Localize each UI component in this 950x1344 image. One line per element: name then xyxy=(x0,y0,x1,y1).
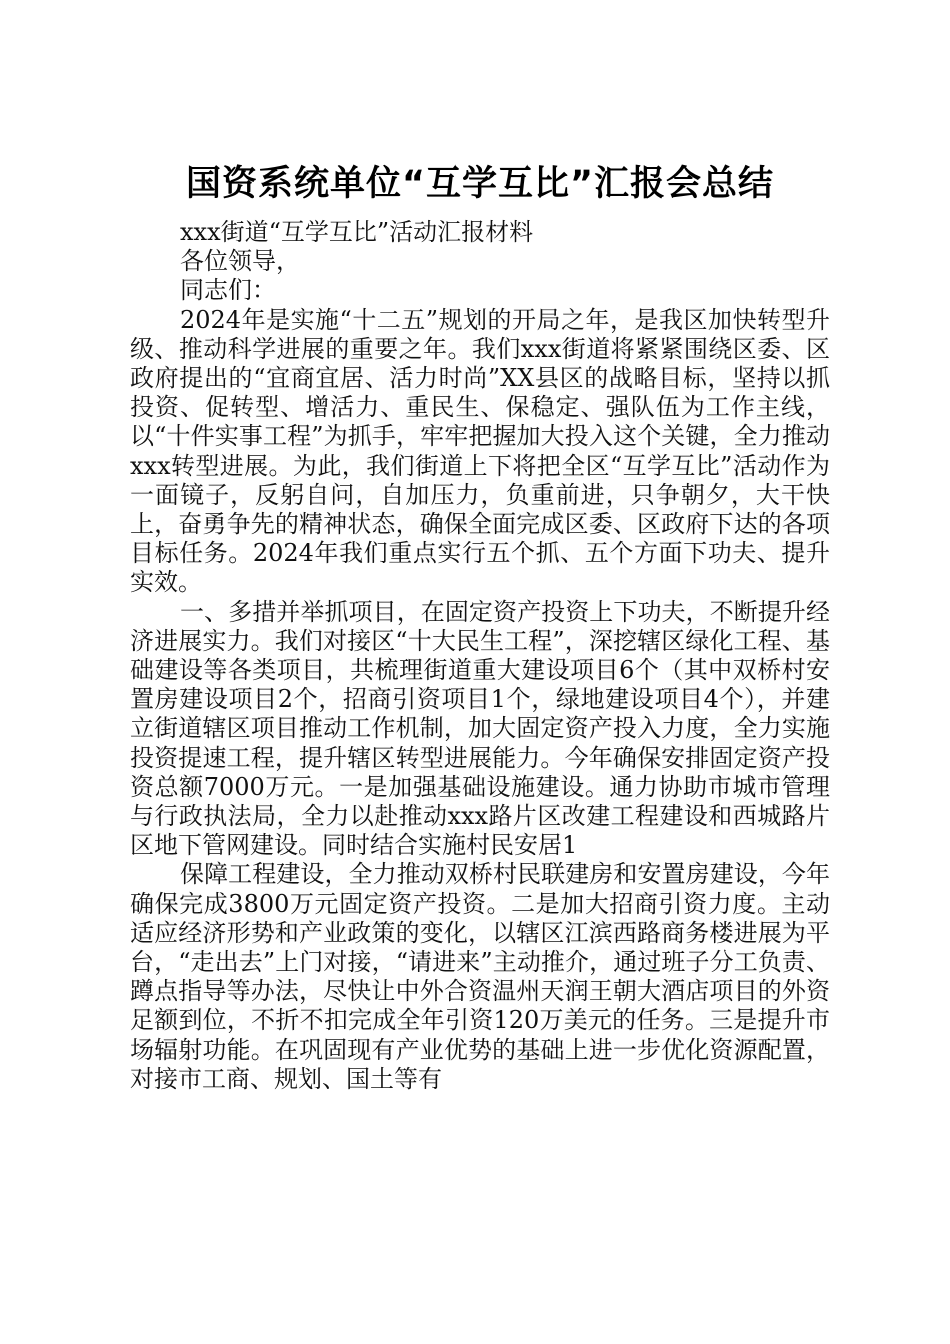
paragraph-projects: 一、多措并举抓项目，在固定资产投资上下功夫，不断提升经济进展实力。我们对接区“十大民生工程”，深挖辖区绿化工程、基础建设等各类项目，共梳理街道重大建设项目6个（其中双桥村安置房建设项目2个，招商引资项目1个，绿地建设项目4个），并建立街道辖区项目推动工作机制，加大固定资产投入力度，全力实施投资提速工程，提升辖区转型进展能力。今年确保安排固定资产投资总额7000万元。一是加强基础设施建设。通力协助市城市管理与行政执法局，全力以赴推动xxx路片区改建工程建设和西城路片区地下管网建设。同时结合实施村民安居1 xyxy=(130,597,830,860)
paragraph-intro: 2024年是实施“十二五”规划的开局之年，是我区加快转型升级、推动科学进展的重要之年。我们xxx街道将紧紧围绕区委、区政府提出的“宜商宜居、活力时尚”XX县区的战略目标，坚持以抓投资、促转型、增活力、重民生、保稳定、强队伍为工作主线，以“十件实事工程”为抓手，牢牢把握加大投入这个关键，全力推动xxx转型进展。为此，我们街道上下将把全区“互学互比”活动作为一面镜子，反躬自问，自加压力，负重前进，只争朝夕，大干快上，奋勇争先的精神状态，确保全面完成区委、区政府下达的各项目标任务。2024年我们重点实行五个抓、五个方面下功夫、提升实效。 xyxy=(130,305,830,597)
document-subtitle: xxx街道“互学互比”活动汇报材料 xyxy=(180,218,534,246)
salutation-leaders: 各位领导， xyxy=(180,247,300,276)
document-title: 国资系统单位“互学互比”汇报会总结 xyxy=(185,164,774,204)
salutation-comrades: 同志们： xyxy=(180,276,276,305)
paragraph-investment: 保障工程建设，全力推动双桥村民联建房和安置房建设，今年确保完成3800万元固定资产投资。二是加大招商引资力度。主动适应经济形势和产业政策的变化，以辖区江滨西路商务楼进展为平台，“走出去”上门对接，“请进来”主动推介，通过班子分工负责、蹲点指导等办法，尽快让中外合资温州天润王朝大酒店项目的外资足额到位，不折不扣完成全年引资120万美元的任务。三是提升市场辐射功能。在巩固现有产业优势的基础上进一步优化资源配置，对接市工商、规划、国土等有 xyxy=(130,860,830,1093)
document-page xyxy=(130,156,830,1094)
